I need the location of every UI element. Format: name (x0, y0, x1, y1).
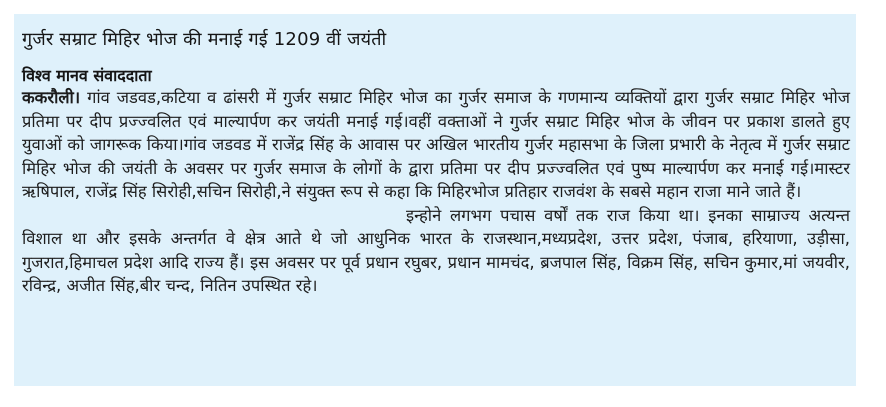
news-article (14, 14, 856, 386)
article-byline: विश्व मानव संवाददाता (22, 66, 152, 85)
article-headline: गुर्जर सम्राट मिहिर भोज की मनाई गई 1209 वीं जयंती (22, 29, 387, 50)
article-paragraph-1 (22, 86, 850, 204)
article-dateline: ककरौली। (22, 88, 81, 107)
article-paragraph-1-text: गांव जडवड,कटिया व ढांसरी में गुर्जर सम्राट मिहिर भोज का गुर्जर समाज के गणमान्य व्यक्तियों द्वारा गुर्जर सम्राट मिहिर भोज प्रतिमा पर दीप प्रज्ज्वलित एवं माल्यार्पण कर जयंती मनाई गई।वहीं वक्ताओं ने गुर्जर सम्राट मिहिर भोज के जीवन पर प्रकाश डालते हुए युवाओं को जागरूक किया।गांव जडवड में राजेंद्र सिंह के आवास पर अखिल भारतीय गुर्जर महासभा के जिला प्रभारी के नेतृत्व में गुर्जर सम्राट मिहिर भोज की जयंती के अवसर पर गुर्जर समाज के लोगों के द्वारा प्रतिमा पर दीप प्रज्ज्वलित एवं पुष्प माल्यार्पण कर मनाई गई।मास्टर ऋषिपाल, राजेंद्र सिंह सिरोही,सचिन सिरोही,ने संयुक्त रूप से कहा कि मिहिरभोज प्रतिहार राजवंश के सबसे महान राजा माने जाते हैं। (22, 88, 850, 201)
article-paragraph-2: इन्होने लगभग पचास वर्षों तक राज किया था। इनका साम्राज्य अत्यन्त विशाल था और इसके अन्तर्गत वे क्षेत्र आते थे जो आधुनिक भारत के राजस्थान,मध्यप्रदेश, उत्तर प्रदेश, पंजाब, हरियाणा, उड़ीसा, गुजरात,हिमाचल प्रदेश आदि राज्य हैं। इस अवसर पर पूर्व प्रधान रघुबर, प्रधान मामचंद, ब्रजपाल सिंह, विक्रम सिंह, सचिन कुमार,मां जयवीर, रविन्द्र, अजीत सिंह,बीर चन्द, नितिन उपस्थित रहे। (22, 205, 850, 295)
